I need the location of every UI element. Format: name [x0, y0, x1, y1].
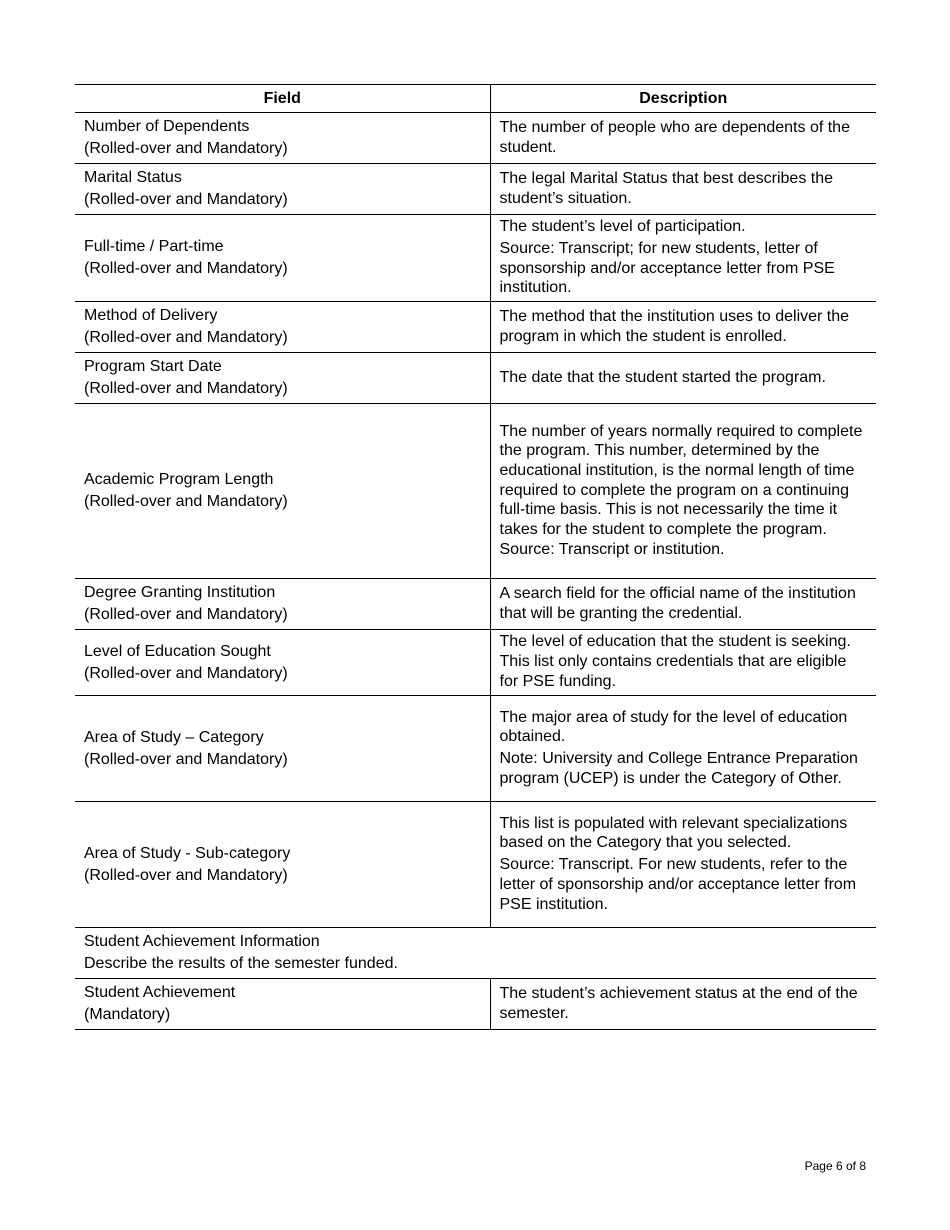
field-requirement-note: (Rolled-over and Mandatory) — [84, 493, 288, 510]
description-cell — [490, 353, 876, 404]
field-requirement-note: (Rolled-over and Mandatory) — [84, 606, 288, 623]
description-cell — [490, 979, 876, 1030]
field-column-header: Field — [75, 85, 490, 113]
description-cell — [490, 579, 876, 630]
description-paragraph: The number of people who are dependents of the student. — [499, 118, 850, 156]
description-paragraph: Source: Transcript; for new students, letter of sponsorship and/or acceptance letter from PSE institution. — [499, 239, 835, 297]
description-paragraph: The date that the student started the program. — [499, 368, 826, 386]
description-column-header: Description — [490, 85, 876, 113]
description-paragraph: The number of years normally required to complete the program. This number, determined by the educational institution, is the normal length of time required to complete the program on a continuing full-time basis. This is not necessarily the time it takes for the student to complete the program. Source: Transcript or institution. — [499, 422, 863, 558]
field-cell — [75, 696, 490, 802]
table-row — [75, 302, 876, 353]
field-requirement-note: (Rolled-over and Mandatory) — [84, 140, 288, 157]
description-cell — [490, 630, 876, 696]
section-subtitle: Describe the results of the semester funded. — [84, 955, 398, 972]
field-cell — [75, 215, 490, 302]
field-cell — [75, 630, 490, 696]
field-name: Program Start Date — [84, 358, 222, 375]
field-name: Number of Dependents — [84, 118, 250, 135]
table-row — [75, 404, 876, 579]
section-cell — [75, 928, 876, 979]
field-requirement-note: (Mandatory) — [84, 1006, 171, 1023]
field-requirement-note: (Rolled-over and Mandatory) — [84, 191, 288, 208]
field-name: Student Achievement — [84, 984, 236, 1001]
field-requirement-note: (Rolled-over and Mandatory) — [84, 329, 288, 346]
field-name: Method of Delivery — [84, 307, 218, 324]
field-name: Level of Education Sought — [84, 642, 271, 660]
description-paragraph: The method that the institution uses to deliver the program in which the student is enrolled. — [499, 307, 850, 345]
table-body — [75, 113, 876, 1030]
section-row — [75, 928, 876, 979]
field-cell — [75, 802, 490, 928]
table-row — [75, 802, 876, 928]
field-name: Area of Study - Sub-category — [84, 844, 291, 862]
description-paragraph: The major area of study for the level of education obtained. — [499, 708, 848, 746]
field-requirement-note: (Rolled-over and Mandatory) — [84, 380, 288, 397]
field-name: Academic Program Length — [84, 471, 274, 488]
table-row — [75, 215, 876, 302]
description-cell — [490, 164, 876, 215]
page-number: Page 6 of 8 — [804, 1159, 866, 1173]
table-row — [75, 579, 876, 630]
description-paragraph: The legal Marital Status that best describes the student’s situation. — [499, 169, 834, 207]
field-cell — [75, 353, 490, 404]
field-name: Area of Study – Category — [84, 728, 264, 746]
description-paragraph: Note: University and College Entrance Preparation program (UCEP) is under the Category of Other. — [499, 750, 858, 787]
table-header-row — [75, 85, 876, 113]
section-title: Student Achievement Information — [84, 933, 320, 950]
field-name: Full-time / Part-time — [84, 238, 224, 255]
description-cell — [490, 113, 876, 164]
description-paragraph: A search field for the official name of the institution that will be granting the credential. — [499, 584, 856, 622]
field-name: Marital Status — [84, 169, 182, 186]
table-row — [75, 164, 876, 215]
field-cell — [75, 404, 490, 579]
field-cell — [75, 302, 490, 353]
field-name: Degree Granting Institution — [84, 584, 276, 601]
description-paragraph: The student’s level of participation. — [499, 218, 746, 236]
table-row — [75, 353, 876, 404]
description-paragraph: This list is populated with relevant specializations based on the Category that you selected. — [499, 814, 848, 852]
table-row — [75, 113, 876, 164]
field-requirement-note: (Rolled-over and Mandatory) — [84, 866, 288, 884]
field-requirement-note: (Rolled-over and Mandatory) — [84, 664, 288, 682]
field-cell — [75, 164, 490, 215]
table-row — [75, 696, 876, 802]
field-cell — [75, 113, 490, 164]
table-row — [75, 630, 876, 696]
table-row — [75, 979, 876, 1030]
description-cell — [490, 696, 876, 802]
description-cell — [490, 802, 876, 928]
description-paragraph: The level of education that the student is seeking. This list only contains credentials that are eligible for PSE funding. — [499, 633, 851, 690]
field-cell — [75, 979, 490, 1030]
field-description-table — [75, 84, 876, 1030]
description-cell — [490, 302, 876, 353]
field-cell — [75, 579, 490, 630]
description-cell — [490, 215, 876, 302]
description-cell — [490, 404, 876, 579]
description-paragraph: Source: Transcript. For new students, refer to the letter of sponsorship and/or acceptance letter from PSE institution. — [499, 856, 857, 913]
field-requirement-note: (Rolled-over and Mandatory) — [84, 750, 288, 768]
description-paragraph: The student’s achievement status at the end of the semester. — [499, 984, 858, 1022]
field-requirement-note: (Rolled-over and Mandatory) — [84, 260, 288, 277]
